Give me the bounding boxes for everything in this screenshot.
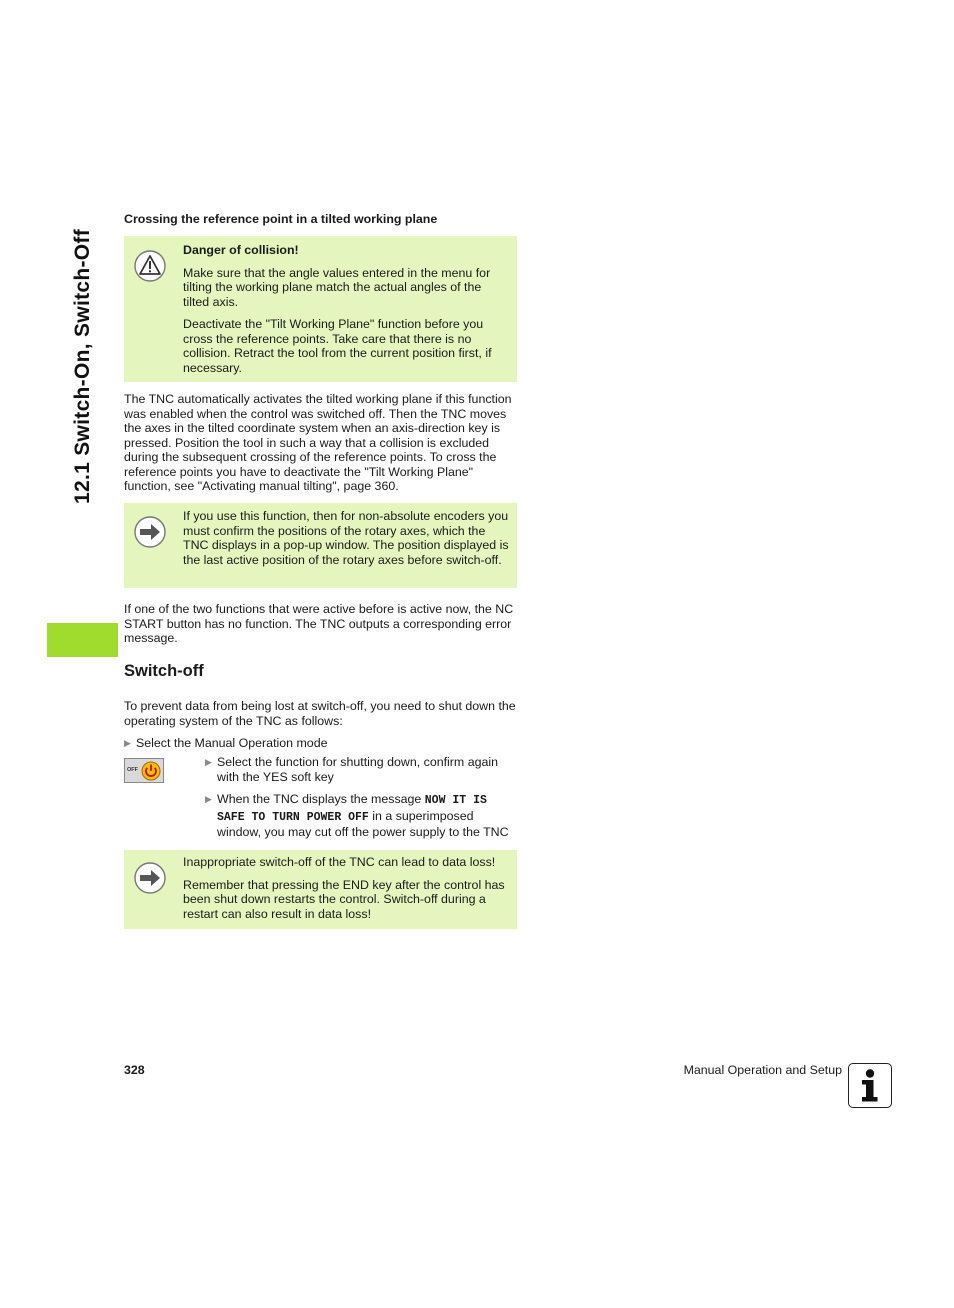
switch-off-heading: Switch-off [124,662,204,680]
off-softkey[interactable] [124,758,164,783]
arrow-right-icon [134,516,166,548]
chapter-tab-marker [47,623,118,657]
off-softkey-label: OFF [127,767,138,773]
info-note-2-paragraph-1: Inappropriate switch-off of the TNC can lead to data loss! [183,855,496,869]
section-subheading: Crossing the reference point in a tilted working plane [124,212,438,226]
switch-off-intro: To prevent data from being lost at switch-off, you need to shut down the operating system of the TNC as follows: [124,699,516,728]
info-icon [848,1063,892,1108]
step-3-text [217,792,517,840]
info-note-1-text: If you use this function, then for non-absolute encoders you must confirm the positions of the rotary axes, which the TNC displays in a pop-up window. The position displayed is the last active position of the rotary axes before switch-off. [183,509,509,567]
warning-paragraph-1: Make sure that the angle values entered in the menu for tilting the working plane match the actual angles of the tilted axis. [183,265,491,309]
step-3-post: in a superimposed window, you may cut off the power supply to the TNC [217,808,509,839]
warning-note [124,236,517,382]
footer-chapter-title: Manual Operation and Setup [683,1063,842,1077]
warning-icon [134,250,166,282]
step-arrow-icon: ▶ [205,794,212,804]
warning-paragraph-2: Deactivate the "Tilt Working Plane" function before you cross the reference points. Take care that there is no collision. Retract the tool from the current position first, if necessary. [183,317,492,375]
step-arrow-icon: ▶ [124,738,131,748]
step-select-manual-mode [124,736,517,751]
info-note-1 [124,503,517,588]
step-select-shutdown [205,755,517,784]
step-2-text: Select the function for shutting down, confirm again with the YES soft key [217,755,499,784]
step-3-pre: When the TNC displays the message [217,792,425,806]
info-note-2 [124,850,517,929]
step-cut-power [205,792,517,840]
info-glyph [849,1064,890,1106]
page-number: 328 [124,1063,145,1077]
info-note-2-paragraph-2: Remember that pressing the END key after the control has been shut down restarts the control. Switch-off during a restart can also result in data loss! [183,877,505,921]
power-off-icon [141,761,161,781]
body-paragraph-tilted-plane: The TNC automatically activates the tilted working plane if this function was enabled when the control was switched off. Then the TNC moves the axes in the tilted coordinate system when an axis-direction key is pressed. Position the tool in such a way that a collision is excluded during the subsequent crossing of the reference points. To cross the reference points you have to deactivate the "Tilt Working Plane" function, see "Activating manual tilting", page 360. [124,392,512,493]
warning-title: Danger of collision! [183,243,299,257]
arrow-right-icon [134,862,166,894]
step-1-text: Select the Manual Operation mode [136,736,328,750]
body-paragraph-nc-start: If one of the two functions that were active before is active now, the NC START button has no function. The TNC outputs a corresponding error message. [124,602,514,645]
chapter-side-title: 12.1 Switch-On, Switch-Off [71,229,94,504]
step-arrow-icon: ▶ [205,757,212,767]
safe-message: NOW IT IS SAFE TO TURN POWER OFF [217,794,487,824]
